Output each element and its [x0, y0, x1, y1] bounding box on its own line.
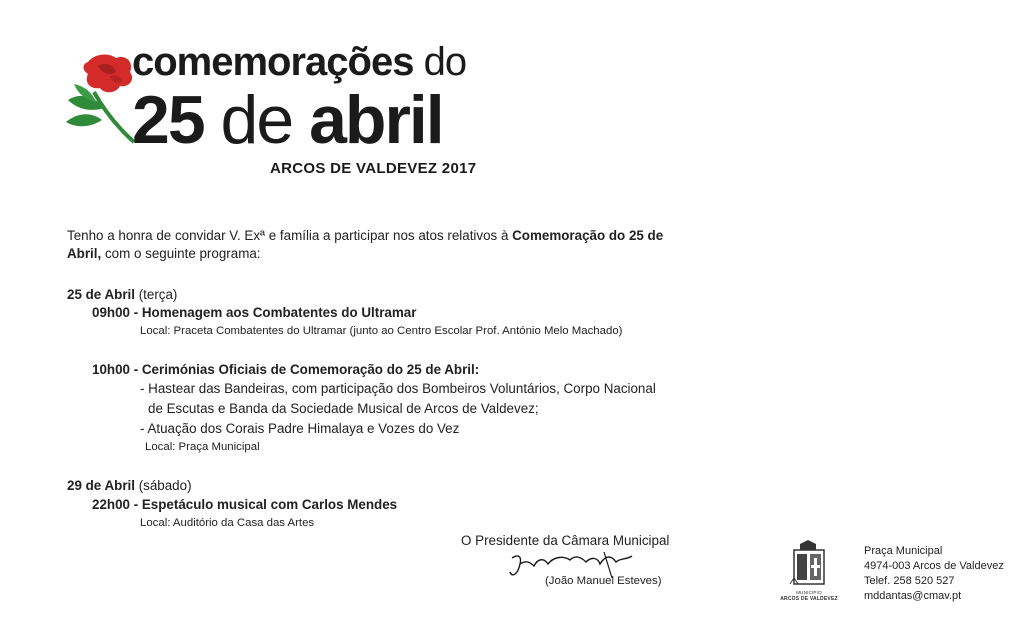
footer-email[interactable]: mddantas@cmav.pt: [864, 590, 962, 602]
title-comemoracoes: comemorações: [132, 40, 414, 84]
invitation-bold: Comemoração do 25 de: [512, 228, 664, 243]
footer-phone: Telef. 258 520 527: [864, 575, 955, 587]
event1-title: 09h00 - Homenagem aos Combatentes do Ultramar: [92, 305, 417, 320]
event2-item2: - Atuação dos Corais Padre Himalaya e Vozes do Vez: [140, 421, 460, 436]
invitation-bold-2: Abril,: [67, 246, 102, 261]
signature-name: (João Manuel Esteves): [545, 575, 662, 587]
address-line2: 4974-003 Arcos de Valdevez: [864, 560, 1004, 572]
header-title-line2: [132, 80, 443, 160]
title-25: 25: [132, 82, 204, 158]
event3-title: 22h00 - Espetáculo musical com Carlos Mendes: [92, 497, 398, 512]
day2-weekday: (sábado): [134, 478, 192, 493]
header-subtitle: ARCOS DE VALDEVEZ 2017: [270, 160, 477, 177]
title-de: de: [220, 82, 293, 158]
event2-title: 10h00 - Cerimónias Oficiais de Comemoração do 25 de Abril:: [92, 362, 480, 377]
header-title-line1: [132, 40, 466, 85]
event2-item1-line1: - Hastear das Bandeiras, com participação dos Bombeiros Voluntários, Corpo Nacional: [140, 381, 656, 396]
event2-item1-line2: de Escutas e Banda da Sociedade Musical de Arcos de Valdevez;: [148, 401, 539, 416]
invitation-text: Tenho a honra de convidar V. Exª e família a participar nos atos relativos à: [67, 228, 513, 243]
day1-date: 25 de Abril: [67, 287, 135, 302]
day1-heading: [67, 286, 177, 304]
day2-heading: [67, 477, 192, 495]
event1-location: Local: Praceta Combatentes do Ultramar (junto ao Centro Escolar Prof. António Melo Machado): [140, 325, 623, 337]
title-abril: abril: [309, 82, 443, 158]
address-line1: Praça Municipal: [864, 545, 943, 557]
event2-location: Local: Praça Municipal: [145, 441, 260, 453]
event3-location: Local: Auditório da Casa das Artes: [140, 517, 315, 529]
day2-date: 29 de Abril: [67, 478, 135, 493]
day1-weekday: (terça): [134, 287, 178, 302]
title-do: do: [423, 40, 467, 84]
invitation-line1: [67, 227, 663, 245]
logo-caption-1: MUNICÍPIO: [796, 590, 822, 595]
signature-role: O Presidente da Câmara Municipal: [461, 533, 670, 548]
invitation-line2: [67, 245, 261, 263]
carnation-logo-icon: [64, 52, 142, 144]
logo-caption-2: ARCOS DE VALDEVEZ: [780, 596, 838, 602]
invitation-text-2: com o seguinte programa:: [101, 246, 261, 261]
